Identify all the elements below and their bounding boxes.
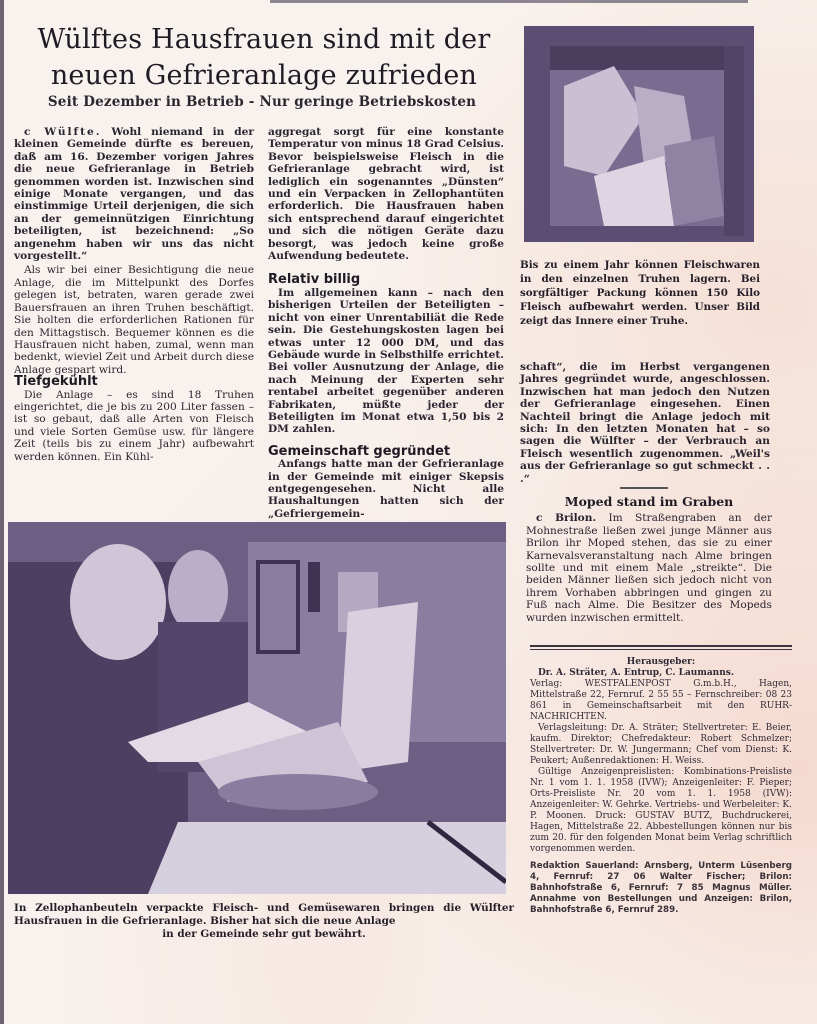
- paragraph-visit: Als wir bei einer Besichtigung die neue Anlage, die im Mittelpunkt des Dorfes gelegen ist, betraten, waren gerade zwei Bauersfrauen an ihren Truhen beschäftigt. Sie holten die erforderlichen Rationen für den Mittagstisch. Bequemer können es die Hausfrauen nicht haben, zumal, wenn man bedenkt, wieviel Zeit und Arbeit durch diese Anlage gespart wird.: [14, 264, 254, 376]
- moped-title: Moped stand im Graben: [564, 494, 734, 509]
- subheading-gemeinschaft: Gemeinschaft gegründet: [268, 443, 451, 459]
- housewives-at-freezer-image: [8, 522, 506, 894]
- freezer-chest-image: [524, 26, 754, 242]
- paragraph-aggregat: aggregat sorgt für eine konstante Temperatur von minus 18 Grad Celsius. Bevor beispielsweise Fleisch in die Gefrieranlage gebracht wird, ist lediglich ein sogenanntes „Dünsten“ und ein Verpacken in Zellophantüten erforderlich. Die Hausfrauen haben sich entsprechend darauf eingerichtet und sich die nötigen Geräte dazu besorgt, was jedoch keine große Aufwendung bedeutete.: [268, 126, 504, 263]
- imprint-rule: [530, 645, 792, 650]
- imprint-leitung: Verlagsleitung: Dr. A. Sträter; Stellvertreter: E. Beier, kaufm. Direktor; Chefredakteur: Robert Schmelzer; Stellvertreter: Dr. W. Jungermann; Chef vom Dienst: K. Peukert; Außenredaktionen: H. Weiss.: [530, 723, 792, 766]
- paragraph-nachteil: schaft“, die im Herbst vergangenen Jahres gegründet wurde, angeschlossen. Inzwischen hat man jedoch den Nutzen der Gefrieranlage eingesehen. Einen Nachteil bringt die Anlage jedoch mit sich: In den letzten Monaten hat – so sagen die Wülfter – der Verbrauch an Fleisch wesentlich zugenommen. „Weil's aus der Gefrieranlage so gut schmeckt . . .“: [520, 361, 770, 485]
- photo-caption-top: Bis zu einem Jahr können Fleischwaren in den einzelnen Truhen lagern. Bei sorgfältiger Packung können 150 Kilo Fleisch aufbewahrt werden. Unser Bild zeigt das Innere einer Truhe.: [520, 259, 760, 327]
- subheading-relativ-billig: Relativ billig: [268, 272, 361, 288]
- top-rule: [270, 0, 748, 3]
- subheadline: Seit Dezember in Betrieb - Nur geringe Betriebskosten: [47, 94, 477, 110]
- dateline: c Wülfte.: [24, 126, 102, 138]
- paragraph-skepsis: Anfangs hatte man der Gefrieranlage in der Gemeinde mit einiger Skepsis entgegengesehen. Nicht alle Haushaltungen hatten sich der „Gefriergemein-: [268, 458, 504, 520]
- subheading-tiefgekuehlt: Tiefgekühlt: [14, 374, 98, 390]
- imprint-preise: Gültige Anzeigenpreislisten: Kombinations-Preisliste Nr. 1 vom 1. 1. 1958 (IVW); Anzeigenleiter: F. Pieper; Orts-Preisliste Nr. 20 vom 1. 1. 1958 (IVW): Anzeigenleiter: W. Gehrke. Vertriebs- und Werbeleiter: K. P. Moonen. Druck: GUSTAV BUTZ, Buchdruckerei, Hagen, Mittelstraße 22. Abbestellungen können nur bis zum 20. für den folgenden Monat beim Verlag schriftlich vorgenommen werden.: [530, 767, 792, 854]
- imprint-heading: Herausgeber:: [626, 657, 696, 667]
- photo-caption-bottom: [14, 902, 514, 941]
- photo-caption-bottom-line-1: In Zellophanbeuteln verpackte Fleisch- und Gemüsewaren bringen die Wülfter Hausfrauen in die Gefrieranlage. Bisher hat sich die neue Anlage: [14, 902, 514, 927]
- page-edge: [0, 0, 4, 1024]
- imprint-verlag: Verlag: WESTFALENPOST G.m.b.H., Hagen, Mittelstraße 22, Fernruf. 2 55 55 – Fernschreiber: 08 23 861 in Gemeinschaftsarbeit mit den RUHR-NACHRICHTEN.: [530, 679, 792, 722]
- moped-body: Im Straßengraben an der Mohnestraße ließen zwei junge Männer aus Brilon ihr Moped stehen, das sie zu einer Karnevalsveranstaltung nach Alme bringen sollte und mit einem Male „streikte“. Die beiden Männer ließen sich jedoch nicht von ihrem Vorhaben abbringen und gingen zu Fuß nach Alme. Die Besitzer des Mopeds wurden inzwischen ermittelt.: [526, 512, 773, 624]
- paragraph-anlage: Die Anlage – es sind 18 Truhen eingerichtet, die je bis zu 200 Liter fassen – ist so gebaut, daß alle Arten von Fleisch und viele Sorten Gemüse usw. für längere Zeit (teils bis zu einem Jahr) aufbewahrt werden können. Ein Kühl-: [14, 388, 254, 463]
- imprint: [530, 645, 792, 916]
- imprint-publishers: Dr. A. Sträter, A. Entrup, C. Laumanns.: [538, 668, 734, 678]
- article-column-1: [14, 126, 254, 463]
- photo-housewives-freezer: [8, 522, 506, 894]
- headline-line-2: neuen Gefrieranlage zufrieden: [50, 60, 478, 91]
- headline-line-1: Wülftes Hausfrauen sind mit der: [37, 24, 491, 55]
- article-column-2: [268, 126, 504, 520]
- photo-caption-bottom-line-2: in der Gemeinde sehr gut bewährt.: [162, 928, 366, 940]
- moped-dateline: c Brilon.: [536, 512, 597, 525]
- imprint-redaktion: Redaktion Sauerland: Arnsberg, Unterm Lüsenberg 4, Fernruf: 27 06 Walter Fischer; Brilon: Bahnhofstraße 6, Fernruf: 7 85 Magnus Müller. Annahme von Bestellungen und Anzeigen: Brilon, Bahnhofstraße 6, Fernruf 289.: [530, 861, 792, 915]
- divider: [620, 487, 668, 489]
- paragraph-kosten: Im allgemeinen kann – nach den bisherigen Urteilen der Beteiligten – nicht von einer Unrentabiliät die Rede sein. Die Gestehungskosten lagen bei etwas unter 12 000 DM, und das Gebäude wurde in Selbsthilfe errichtet. Bei voller Ausnutzung der Anlage, die nach Meinung der Experten sehr rentabel arbeitet gegenüber anderen Fabrikaten, müßte jeder der Beteiligten im Monat etwa 1,50 bis 2 DM zahlen.: [268, 286, 504, 436]
- article-column-3: [520, 361, 770, 485]
- paragraph-intro: Wohl niemand in der kleinen Gemeinde dürfte es bereuen, daß am 16. Dezember vorigen Jahres die neue Gefrieranlage in Betrieb genommen worden ist. Inzwischen sind einige Monate vergangen, und das einstimmige Urteil derjenigen, die sich an der gemeinnützigen Einrichtung beteiligten, ist bezeichnend: „So angenehm haben wir uns das nicht vorgestellt.“: [14, 126, 254, 263]
- moped-story: [526, 496, 772, 624]
- headline: [14, 22, 514, 94]
- photo-freezer-interior: [524, 26, 754, 242]
